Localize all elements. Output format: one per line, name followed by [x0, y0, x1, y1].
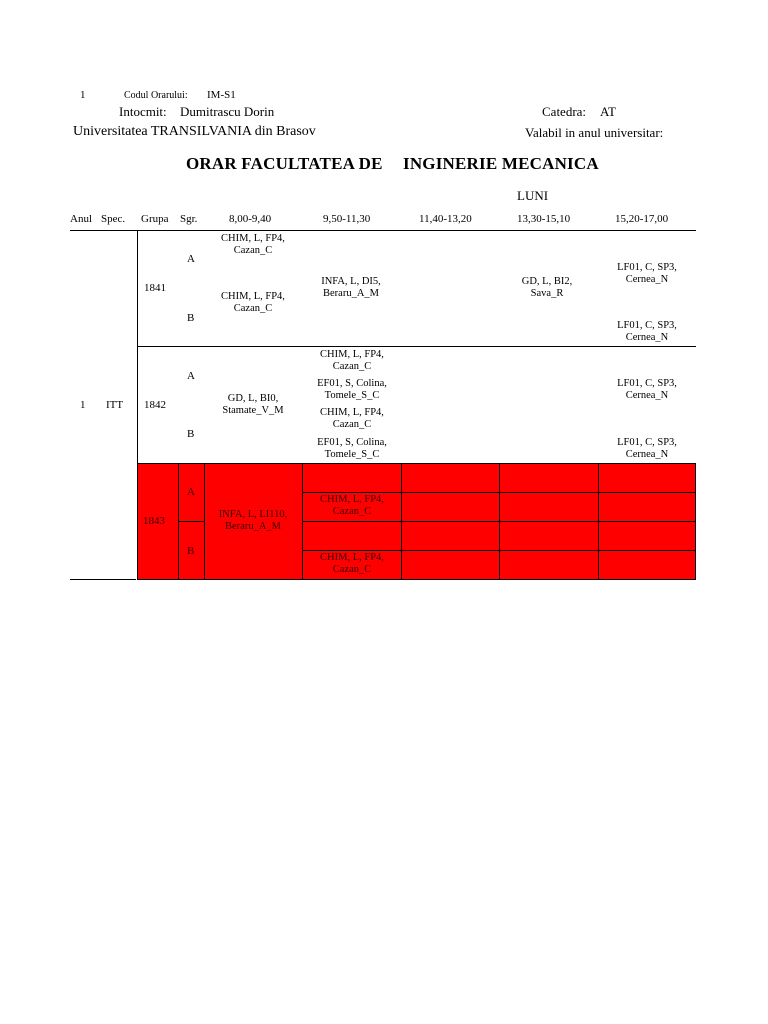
class-line: Cernea_N	[625, 390, 669, 401]
class-line: Cazan_C	[233, 245, 273, 256]
sgr-1842-a: A	[187, 370, 195, 382]
cell-1843-t3-r2	[401, 492, 500, 522]
class-line: GD, L, BI2,	[521, 276, 573, 287]
col-time-4: 13,30-15,10	[517, 213, 571, 225]
class-1842-b2-t2	[303, 437, 401, 461]
cell-1843-t2-r1	[302, 463, 402, 493]
class-1841-a-t1	[205, 233, 301, 257]
cell-1843-t3-r4	[401, 550, 500, 580]
university-name: Universitatea TRANSILVANIA din Brasov	[73, 124, 316, 139]
class-line: Tomele_S_C	[324, 390, 380, 401]
page-title-right: INGINERIE MECANICA	[403, 154, 599, 173]
cell-1843-t5-r1	[598, 463, 696, 493]
class-line: Beraru_A_M	[225, 521, 281, 532]
col-spec: Spec.	[101, 213, 126, 225]
class-line: CHIM, L, FP4,	[320, 407, 384, 418]
table-top-border	[70, 230, 696, 231]
class-line: LF01, C, SP3,	[617, 437, 677, 448]
catedra-value: AT	[600, 104, 616, 119]
class-line: Beraru_A_M	[323, 288, 379, 299]
anul-value: 1	[80, 399, 86, 411]
class-1843-t1	[205, 509, 301, 533]
page-number: 1	[80, 89, 86, 101]
class-line: INFA, L, LI110,	[218, 509, 288, 520]
class-1842-a-t5	[598, 378, 696, 402]
class-line: Cazan_C	[332, 419, 372, 430]
class-1841-t4	[499, 276, 595, 300]
class-line: Cazan_C	[332, 564, 372, 575]
grupa-1843: 1843	[143, 515, 165, 527]
class-line: LF01, C, SP3,	[617, 320, 677, 331]
class-1842-a2-t2	[303, 378, 401, 402]
sgr-1841-b: B	[187, 312, 195, 324]
col-time-2: 9,50-11,30	[323, 213, 371, 225]
col-grupa: Grupa	[141, 213, 169, 225]
class-line: Cernea_N	[625, 274, 669, 285]
class-1841-t2	[303, 276, 399, 300]
class-line: EF01, S, Colina,	[317, 378, 387, 389]
class-line: Stamate_V_M	[222, 405, 284, 416]
cell-1843-t5-r3	[598, 521, 696, 551]
class-line: Cazan_C	[332, 361, 372, 372]
row-divider-1842	[137, 346, 696, 347]
class-1841-b-t5	[598, 320, 696, 344]
cell-1843-t5-r2	[598, 492, 696, 522]
class-line: Cernea_N	[625, 332, 669, 343]
spec-value: ITT	[106, 399, 124, 411]
sgr-1843-a: A	[187, 486, 195, 498]
class-line: GD, L, BI0,	[227, 393, 279, 404]
table-bottom-border	[70, 579, 136, 580]
catedra-label: Catedra:	[542, 104, 587, 119]
class-1843-a-t2	[303, 494, 401, 518]
class-line: INFA, L, DI5,	[321, 276, 381, 287]
class-1842-t1	[205, 393, 301, 417]
class-line: CHIM, L, FP4,	[320, 349, 384, 360]
cod-orar-value: IM-S1	[207, 89, 236, 101]
class-line: Cazan_C	[332, 506, 372, 517]
class-line: Cernea_N	[625, 449, 669, 460]
class-1841-a-t5	[598, 262, 696, 286]
class-line: CHIM, L, FP4,	[320, 494, 384, 505]
class-line: EF01, S, Colina,	[317, 437, 387, 448]
cell-1843-t4-r3	[499, 521, 599, 551]
class-1843-b-t2	[303, 552, 401, 576]
class-line: CHIM, L, FP4,	[221, 291, 285, 302]
intocmit-label: Intocmit:	[119, 104, 167, 119]
col-time-1: 8,00-9,40	[229, 213, 272, 225]
class-1842-b-t5	[598, 437, 696, 461]
class-line: LF01, C, SP3,	[617, 262, 677, 273]
day-label: LUNI	[517, 188, 549, 203]
grupa-1841: 1841	[144, 282, 166, 294]
sgr-1843-b: B	[187, 545, 195, 557]
valabil-label: Valabil in anul universitar:	[525, 125, 664, 140]
sgr-1841-a: A	[187, 253, 195, 265]
cell-1843-t3-r1	[401, 463, 500, 493]
cell-1843-t3-r3	[401, 521, 500, 551]
class-line: Tomele_S_C	[324, 449, 380, 460]
intocmit-value: Dumitrascu Dorin	[180, 104, 275, 119]
class-line: CHIM, L, FP4,	[221, 233, 285, 244]
cell-1843-t4-r2	[499, 492, 599, 522]
page-title-left: ORAR FACULTATEA DE	[186, 154, 383, 173]
col-time-3: 11,40-13,20	[419, 213, 472, 225]
grupa-1842: 1842	[144, 399, 166, 411]
class-1842-a1-t2	[303, 349, 401, 373]
cell-1843-t4-r4	[499, 550, 599, 580]
col-sgr: Sgr.	[180, 213, 198, 225]
class-1841-b-t1	[205, 291, 301, 315]
class-1842-b1-t2	[303, 407, 401, 431]
cod-orar-label: Codul Orarului:	[124, 90, 188, 101]
col-anul: Anul	[70, 213, 92, 225]
cell-1843-t2-r3	[302, 521, 402, 551]
cell-1843-t4-r1	[499, 463, 599, 493]
sgr-1842-b: B	[187, 428, 195, 440]
class-line: LF01, C, SP3,	[617, 378, 677, 389]
class-line: CHIM, L, FP4,	[320, 552, 384, 563]
cell-1843-t5-r4	[598, 550, 696, 580]
col-time-5: 15,20-17,00	[615, 213, 669, 225]
class-line: Sava_R	[530, 288, 564, 299]
class-line: Cazan_C	[233, 303, 273, 314]
